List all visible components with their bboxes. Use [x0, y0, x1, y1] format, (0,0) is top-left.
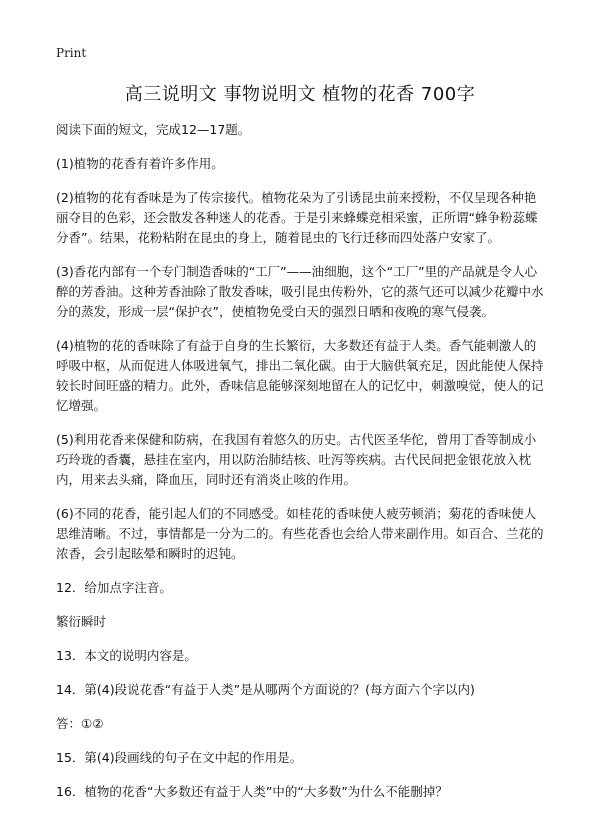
question-16: 16．植物的花香“大多数还有益于人类”中的“大多数”为什么不能删掉？ [56, 784, 448, 799]
article-body [56, 120, 546, 816]
paragraph-2: (2)植物的花有香味是为了传宗接代。植物花朵为了引诱昆虫前来授粉，不仅呈现各种艳丽夺目的色彩，还会散发各种迷人的花香。于是引来蜂蝶竞相采蜜，正所谓“蜂争粉蕊蝶分香”。结果，花粉粘附在昆虫的身上，随着昆虫的飞行迁移而四处落户安家了。 [56, 190, 538, 245]
paragraph-4: (4)植物的花的香味除了有益于自身的生长繁衍，大多数还有益于人类。香气能刺激人的呼吸中枢，从而促进人体吸进氧气，排出二氧化碳。由于大脑供氧充足，因此能使人保持较长时间旺盛的精力。此外，香味信息能够深刻地留在人的记忆中，刺激嗅觉，使人的记忆增强。 [56, 338, 544, 413]
question-15: 15．第(4)段画线的句子在文中起的作用是。 [56, 750, 303, 765]
question-13: 13．本文的说明内容是。 [56, 648, 197, 663]
paragraph-1: (1)植物的花香有着许多作用。 [56, 156, 224, 171]
question-12-words: 繁衍瞬时 [56, 614, 107, 629]
page-title: 高三说明文 事物说明文 植物的花香 700字 [124, 84, 476, 105]
intro-text: 阅读下面的短文，完成12—17题。 [56, 122, 251, 137]
paragraph-5: (5)利用花香来保健和防病，在我国有着悠久的历史。古代医圣华佗，曾用丁香等制成小巧玲珑的香囊，悬挂在室内，用以防治肺结核、吐泻等疾病。古代民间把金银花放入枕内，用来去头痛，降血压，同时还有消炎止咳的作用。 [56, 432, 537, 487]
paragraph-3: (3)香花内部有一个专门制造香味的“工厂”——油细胞，这个“工厂”里的产品就是令人心醉的芳香油。这种芳香油除了散发香味，吸引昆虫传粉外，它的蒸气还可以减少花瓣中水分的蒸发，形成一层“保护衣”，使植物免受白天的强烈日晒和夜晚的寒气侵袭。 [56, 264, 544, 319]
answer-14: 答：①② [56, 716, 104, 731]
question-12: 12．给加点字注音。 [56, 580, 172, 595]
print-link[interactable]: Print [56, 46, 87, 60]
question-14: 14．第(4)段说花香“有益于人类”是从哪两个方面说的？(每方面六个字以内) [56, 682, 475, 697]
paragraph-6: (6)不同的花香，能引起人们的不同感受。如桂花的香味使人疲劳顿消；菊花的香味使人思维清晰。不过，事情都是一分为二的。有些花香也会给人带来副作用。如百合、兰花的浓香，会引起眩晕和瞬时的迟钝。 [56, 506, 544, 561]
